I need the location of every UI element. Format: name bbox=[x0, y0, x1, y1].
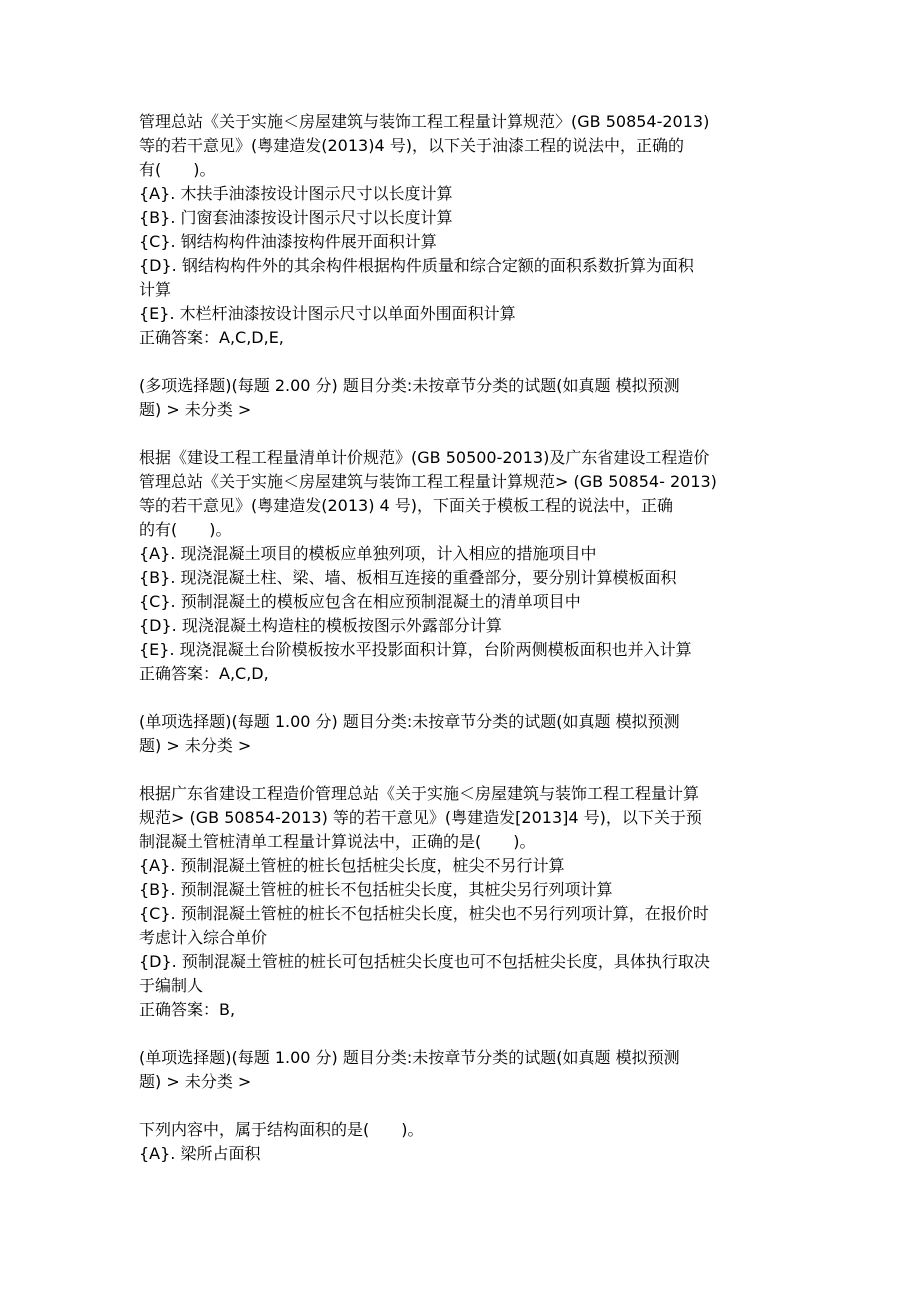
option-line: {A}. 木扶手油漆按设计图示尺寸以长度计算 bbox=[139, 184, 453, 203]
option-line: {C}. 钢结构构件油漆按构件展开面积计算 bbox=[139, 232, 437, 251]
spacer bbox=[139, 1022, 789, 1046]
question-meta-line: 题) > 未分类 > bbox=[139, 736, 252, 755]
option-line: {D}. 预制混凝土管桩的桩长可包括桩尖长度也可不包括桩尖长度，具体执行取决 bbox=[139, 952, 710, 971]
option-line: 计算 bbox=[139, 280, 172, 299]
option-line: {E}. 现浇混凝土台阶模板按水平投影面积计算，台阶两侧模板面积也并入计算 bbox=[139, 640, 692, 659]
correct-answer: 正确答案：A,C,D, bbox=[139, 664, 269, 683]
correct-answer: 正确答案：B, bbox=[139, 1000, 236, 1019]
question-stem-line: 等的若干意见》(粤建造发(2013) 4 号)，下面关于模板工程的说法中，正确 bbox=[139, 496, 674, 515]
option-line: {C}. 预制混凝土的模板应包含在相应预制混凝土的清单项目中 bbox=[139, 592, 581, 611]
question-stem-line: 管理总站《关于实施＜房屋建筑与装饰工程工程量计算规范〉(GB 50854-2013) bbox=[139, 112, 710, 131]
spacer bbox=[139, 350, 789, 374]
option-line: {C}. 预制混凝土管桩的桩长不包括桩尖长度，桩尖也不另行列项计算，在报价时 bbox=[139, 904, 709, 923]
option-line: {D}. 现浇混凝土构造柱的模板按图示外露部分计算 bbox=[139, 616, 502, 635]
document-content bbox=[139, 110, 789, 1166]
option-line: {A}. 现浇混凝土项目的模板应单独列项，计入相应的措施项目中 bbox=[139, 544, 597, 563]
option-line: {D}. 钢结构构件外的其余构件根据构件质量和综合定额的面积系数折算为面积 bbox=[139, 256, 694, 275]
option-line: 考虑计入综合单价 bbox=[139, 928, 268, 947]
question-stem-line: 的有( )。 bbox=[139, 520, 232, 539]
question-stem-line: 管理总站《关于实施＜房屋建筑与装饰工程工程量计算规范> (GB 50854- 2013) bbox=[139, 472, 717, 491]
question-stem-line: 下列内容中，属于结构面积的是( )。 bbox=[139, 1120, 424, 1139]
option-line: 于编制人 bbox=[139, 976, 204, 995]
option-line: {B}. 门窗套油漆按设计图示尺寸以长度计算 bbox=[139, 208, 453, 227]
document-page bbox=[139, 110, 789, 1166]
question-stem-line: 根据《建设工程工程量清单计价规范》(GB 50500-2013)及广东省建设工程造价 bbox=[139, 448, 710, 467]
question-stem-line: 规范> (GB 50854-2013) 等的若干意见》(粤建造发[2013]4 号)，以下关于预 bbox=[139, 808, 702, 827]
option-line: {A}. 预制混凝土管桩的桩长包括桩尖长度，桩尖不另行计算 bbox=[139, 856, 565, 875]
spacer bbox=[139, 686, 789, 710]
spacer bbox=[139, 758, 789, 782]
option-line: {A}. 梁所占面积 bbox=[139, 1144, 261, 1163]
option-line: {B}. 现浇混凝土柱、梁、墙、板相互连接的重叠部分，要分别计算模板面积 bbox=[139, 568, 677, 587]
question-stem-line: 有( )。 bbox=[139, 160, 216, 179]
question-meta-line: (单项选择题)(每题 1.00 分) 题目分类:未按章节分类的试题(如真题 模拟预测 bbox=[139, 712, 680, 731]
option-line: {E}. 木栏杆油漆按设计图示尺寸以单面外围面积计算 bbox=[139, 304, 516, 323]
question-meta-line: 题) > 未分类 > bbox=[139, 400, 252, 419]
correct-answer: 正确答案：A,C,D,E, bbox=[139, 328, 284, 347]
question-stem-line: 制混凝土管桩清单工程量计算说法中，正确的是( )。 bbox=[139, 832, 536, 851]
question-meta-line: 题) > 未分类 > bbox=[139, 1072, 252, 1091]
spacer bbox=[139, 1094, 789, 1118]
question-stem-line: 等的若干意见》(粤建造发(2013)4 号)，以下关于油漆工程的说法中，正确的 bbox=[139, 136, 684, 155]
spacer bbox=[139, 422, 789, 446]
question-stem-line: 根据广东省建设工程造价管理总站《关于实施＜房屋建筑与装饰工程工程量计算 bbox=[139, 784, 700, 803]
option-line: {B}. 预制混凝土管桩的桩长不包括桩尖长度，其桩尖另行列项计算 bbox=[139, 880, 613, 899]
question-meta-line: (单项选择题)(每题 1.00 分) 题目分类:未按章节分类的试题(如真题 模拟预测 bbox=[139, 1048, 680, 1067]
question-meta-line: (多项选择题)(每题 2.00 分) 题目分类:未按章节分类的试题(如真题 模拟预测 bbox=[139, 376, 680, 395]
